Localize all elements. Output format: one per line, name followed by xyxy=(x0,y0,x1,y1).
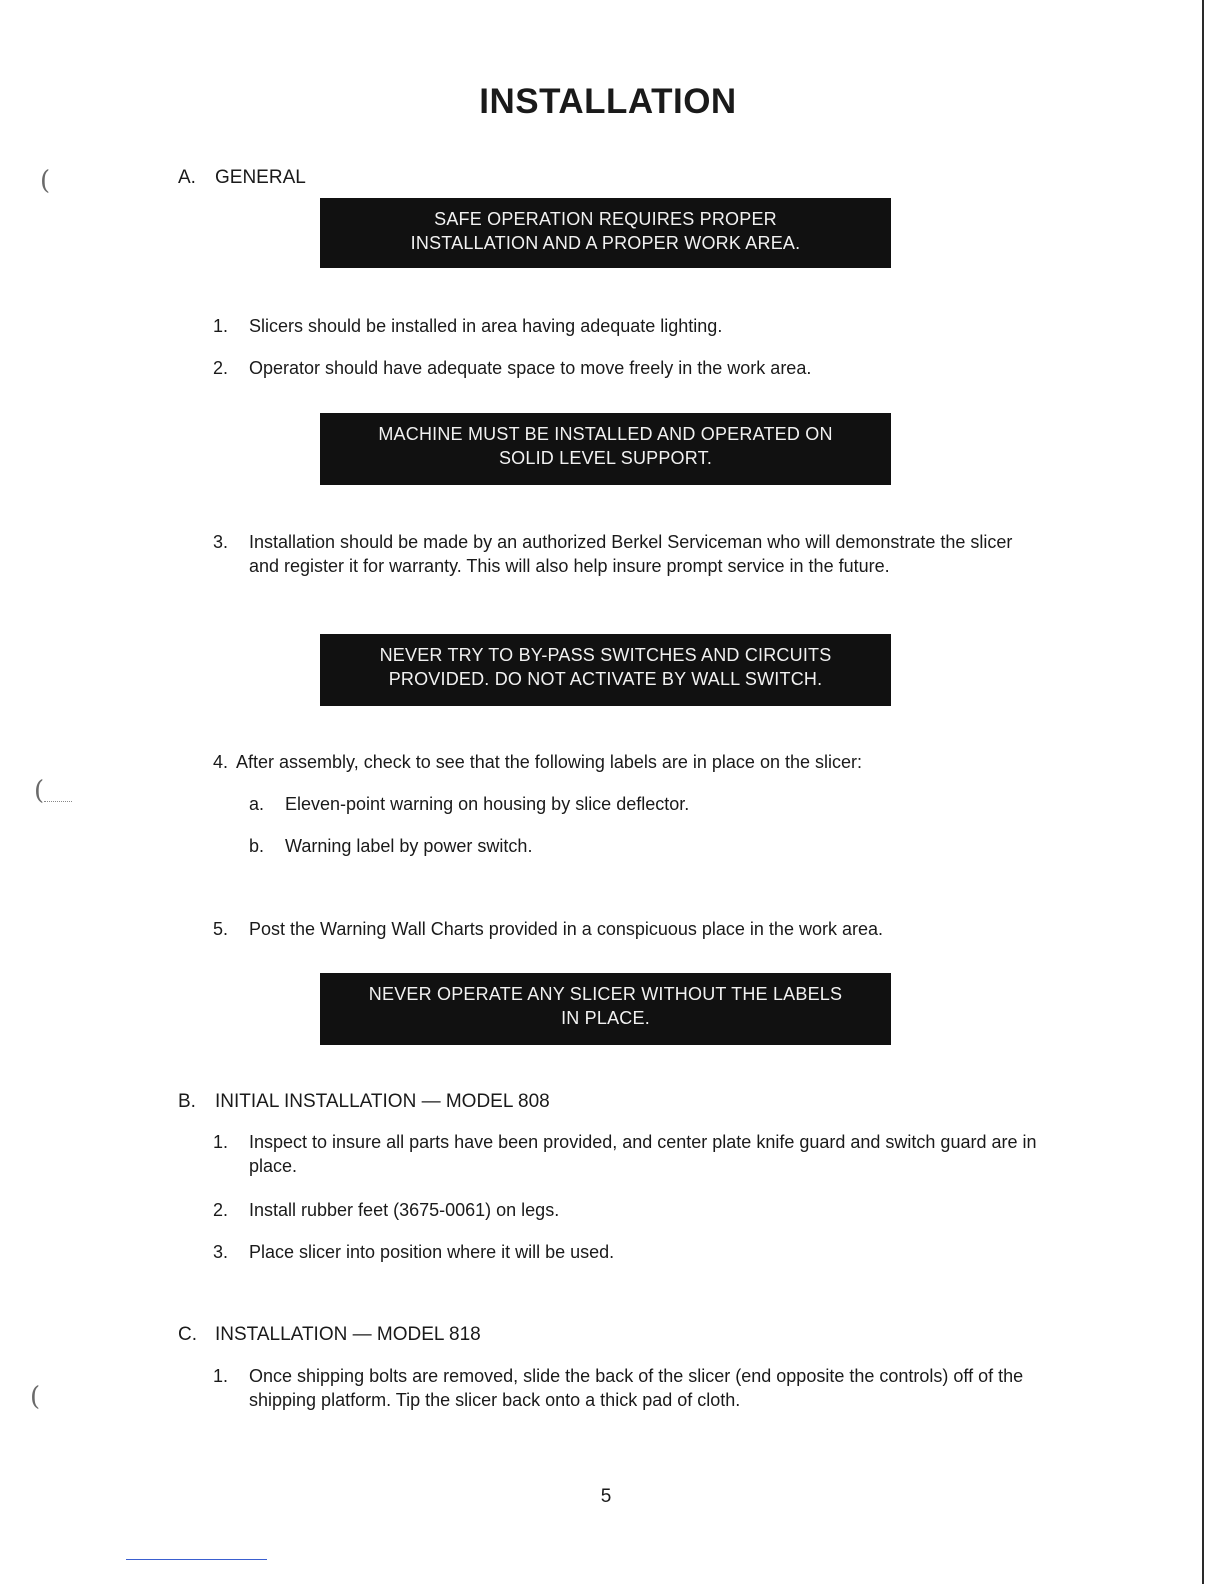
item-text: After assembly, check to see that the following labels are in place on the slicer: xyxy=(236,752,862,772)
warning-box xyxy=(320,413,891,485)
item-text: Install rubber feet (3675-0061) on legs. xyxy=(249,1200,560,1220)
list-item xyxy=(213,1364,1039,1412)
section-title: INSTALLATION — MODEL 818 xyxy=(215,1324,481,1345)
section-b-heading xyxy=(178,1091,550,1113)
item-text: Operator should have adequate space to move freely in the work area. xyxy=(249,358,812,378)
page-number: 5 xyxy=(600,1486,612,1507)
section-title: INITIAL INSTALLATION — MODEL 808 xyxy=(215,1091,550,1112)
list-item xyxy=(213,1240,1029,1264)
warning-box xyxy=(320,634,891,706)
item-number: 2. xyxy=(213,358,229,378)
item-number: 5. xyxy=(213,919,229,939)
list-item xyxy=(213,530,1039,578)
subitem-text: Eleven-point warning on housing by slice deflector. xyxy=(285,794,690,814)
warning-line: IN PLACE. xyxy=(561,1008,650,1028)
list-item xyxy=(213,750,1026,774)
item-number: 1. xyxy=(213,1132,229,1152)
item-text: Post the Warning Wall Charts provided in a conspicuous place in the work area. xyxy=(249,919,883,939)
page-edge-line xyxy=(1202,0,1204,1584)
item-number: 4. xyxy=(213,752,229,772)
scan-bracket-mark: ( xyxy=(40,166,51,196)
section-letter: C. xyxy=(178,1324,197,1345)
section-a-heading xyxy=(178,167,306,189)
warning-line: NEVER TRY TO BY-PASS SWITCHES AND CIRCUITS xyxy=(379,645,832,665)
item-number: 3. xyxy=(213,1242,229,1262)
warning-line: SAFE OPERATION REQUIRES PROPER xyxy=(434,209,777,229)
list-item xyxy=(213,314,1029,338)
section-c-heading xyxy=(178,1324,481,1346)
warning-line: NEVER OPERATE ANY SLICER WITHOUT THE LABELS xyxy=(368,984,843,1004)
list-item xyxy=(213,1130,1039,1178)
warning-line: INSTALLATION AND A PROPER WORK AREA. xyxy=(410,233,801,253)
warning-line: MACHINE MUST BE INSTALLED AND OPERATED ON xyxy=(378,424,833,444)
warning-line: PROVIDED. DO NOT ACTIVATE BY WALL SWITCH. xyxy=(388,669,823,689)
item-text: Place slicer into position where it will be used. xyxy=(249,1242,615,1262)
section-title: GENERAL xyxy=(215,167,306,188)
item-number: 3. xyxy=(213,532,229,552)
item-number: 2. xyxy=(213,1200,229,1220)
item-text: Installation should be made by an authorized Berkel Serviceman who will demonstrate the slicer and register it for warranty. This will also help insure prompt service in the future. xyxy=(249,532,1013,576)
scan-bracket-mark: ( xyxy=(30,1382,41,1412)
item-text: Once shipping bolts are removed, slide the back of the slicer (end opposite the controls) off of the shipping platform. Tip the slicer back onto a thick pad of cloth. xyxy=(249,1366,1024,1410)
page-title: INSTALLATION xyxy=(479,82,737,121)
list-item xyxy=(213,917,1029,941)
sub-list-item xyxy=(249,792,689,816)
item-text: Slicers should be installed in area having adequate lighting. xyxy=(249,316,723,336)
scan-dash-mark xyxy=(44,801,72,802)
warning-box xyxy=(320,973,891,1045)
subitem-letter: a. xyxy=(249,794,265,814)
sub-list-item xyxy=(249,834,532,858)
subitem-text: Warning label by power switch. xyxy=(285,836,533,856)
scan-bracket-mark: ( xyxy=(34,776,45,806)
subitem-letter: b. xyxy=(249,836,265,856)
item-number: 1. xyxy=(213,1366,229,1386)
section-letter: A. xyxy=(178,167,196,188)
list-item xyxy=(213,356,1029,380)
warning-line: SOLID LEVEL SUPPORT. xyxy=(498,448,713,468)
item-text: Inspect to insure all parts have been provided, and center plate knife guard and switch guard are in place. xyxy=(249,1132,1037,1176)
section-letter: B. xyxy=(178,1091,196,1112)
list-item xyxy=(213,1198,1029,1222)
item-number: 1. xyxy=(213,316,229,336)
bottom-rule xyxy=(126,1559,267,1560)
warning-box xyxy=(320,198,891,268)
